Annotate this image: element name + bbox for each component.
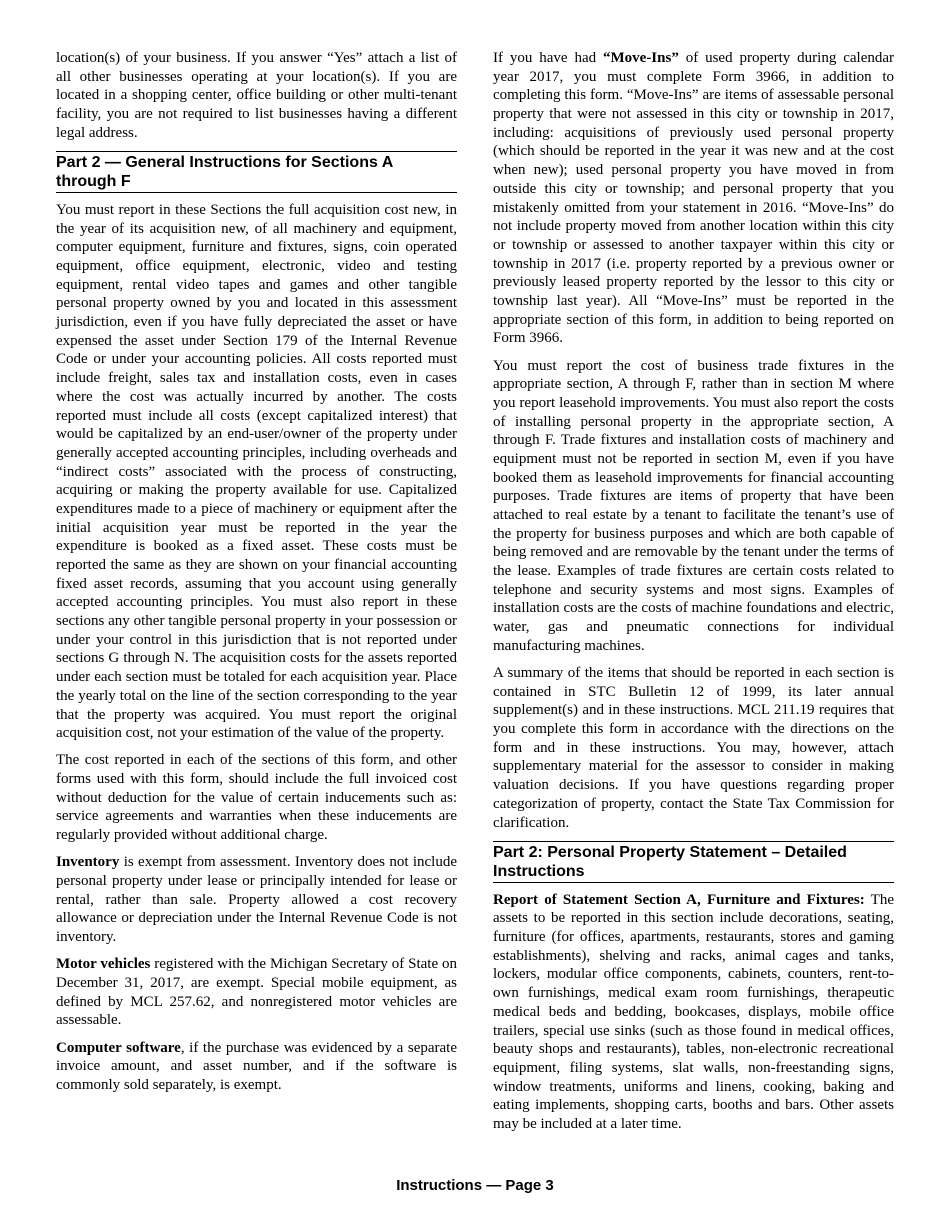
paragraph-invoiced-cost: The cost reported in each of the sections of this form, and other forms used with this form, should include the full invoiced cost without deduction for the value of certain inducements such as: service agreements and warranties when these inducements are regularly provided without additional charge. bbox=[56, 752, 457, 844]
left-column bbox=[56, 49, 457, 1103]
paragraph-acquisition-cost: You must report in these Sections the full acquisition cost new, in the year of its acquisition new, of all machinery and equipment, computer equipment, furniture and fixtures, signs, coin operated equipment, office equipment, electronic, video and testing equipment, rental video tapes and games and other tangible personal property owned by you and located in this assessment jurisdiction, even if you have fully depreciated the asset or have expensed the asset under Section 179 of the Internal Revenue Code or under your accounting policies. All costs reported must include freight, sales tax and installation costs, even in cases where the cost was actually incurred by another. The costs reported must include all costs (except capitalized interest) that would be capitalized by an end-user/owner of the property under generally accepted accounting principles, including overheads and “indirect costs” associated with the process of constructing, acquiring or making the property available for use. Capitalized expenditures made to a piece of machinery or equipment after the initial acquisition year must be reported in the year the expenditure is booked as a fixed asset. These costs must be reported the same as they are shown on your financial accounting fixed asset records, assuming that you account using generally accepted accounting principles. You must also report in these sections any other tangible personal property in your possession or under your control in this jurisdiction that is not reported under sections G through N. The acquisition costs for the assets reported under each section must be totaled for each acquisition year. Place the yearly total on the line of the section corresponding to the year that the property was acquired. You must report the original acquisition cost, not your estimation of the value of the property. bbox=[56, 201, 457, 742]
paragraph-motor-vehicles bbox=[56, 955, 457, 1030]
paragraph-inventory bbox=[56, 853, 457, 946]
paragraph-summary: A summary of the items that should be reported in each section is contained in STC Bulletin 12 of 1999, its later annual supplement(s) and in these instructions. MCL 211.19 requires that you complete this form in accordance with the directions on the form and in these instructions. You may, however, attach supplementary material for the assessor to consider in making valuation decisions. If you have questions regarding proper categorization of property, contact the State Tax Commission for clarification. bbox=[493, 665, 894, 831]
paragraph-computer-software bbox=[56, 1039, 457, 1095]
section-heading-general-instructions: Part 2 — General Instructions for Sections A through F bbox=[56, 151, 457, 193]
page-footer: Instructions — Page 3 bbox=[396, 1177, 554, 1194]
term-section-a: Report of Statement Section A, Furniture and Fixtures: bbox=[493, 891, 865, 908]
text: registered with the Michigan Secretary of State on December 31, 2017, are exempt. Special mobile equipment, as defined by MCL 257.62, and nonregistered motor vehicles are assessable. bbox=[56, 956, 457, 1029]
paragraph-section-a bbox=[493, 891, 894, 1134]
text: of used property during calendar year 2017, you must complete Form 3966, in addition to completing this form. “Move-Ins” are items of assessable personal property that were not assessed in this city or township in 2017, including: acquisitions of previously used personal property (which should be reported in the year it was new and at the cost when new); used personal property you have moved in from outside this city or township; and personal property that you mistakenly omitted from your statement in 2016. “Move-Ins” do not include property moved from another location within this city or township or assessed to another taxpayer within this city or township in 2017 (i.e. property reported by a previous owner or previously leased property reported by the lessor to this city or township last year). All “Move-Ins” must be reported in the appropriate section of this form, in addition to being reported on Form 3966. bbox=[493, 50, 894, 347]
right-column bbox=[493, 49, 894, 1142]
text: , if the purchase was evidenced by a separate invoice amount, and asset number, and if the software is commonly sold separately, is exempt. bbox=[56, 1039, 457, 1093]
text: If you have had bbox=[493, 50, 603, 66]
paragraph-move-ins bbox=[493, 49, 894, 348]
term-inventory: Inventory bbox=[56, 854, 120, 871]
term-move-ins: “Move-Ins” bbox=[603, 50, 679, 66]
paragraph-business-locations: location(s) of your business. If you answer “Yes” attach a list of all other businesses operating at your location(s). If you are located in a shopping center, office building or other multi-tenant facility, you are not required to list businesses having a different legal address. bbox=[56, 50, 457, 141]
term-computer-software: Computer software bbox=[56, 1039, 181, 1056]
section-heading-detailed-instructions: Part 2: Personal Property Statement – Detailed Instructions bbox=[493, 841, 894, 883]
text: is exempt from assessment. Inventory does not include personal property under lease or principally intended for lease or rental, rather than sale. Property allowed a cost recovery allowance or depreciation under the Internal Revenue Code is not inventory. bbox=[56, 854, 457, 946]
term-motor-vehicles: Motor vehicles bbox=[56, 956, 151, 973]
paragraph-trade-fixtures: You must report the cost of business trade fixtures in the appropriate section, A through F, rather than in section M where you report leasehold improvements. You must also report the costs of installing personal property in the appropriate section, A through F. Trade fixtures and installation costs of machinery and equipment must not be reported in section M, even if you have booked them as leasehold improvements for financial accounting purposes. Trade fixtures are items of property that have been attached to real estate by a tenant to facilitate the tenant’s use of the property for business purposes and which are both capable of being removed and are removable by the tenant under the terms of the lease. Examples of trade fixtures are certain costs related to telephone and security systems and most signs. Examples of installation costs are the costs of machine foundations and electric, water, gas and pneumatic connections for individual manufacturing machines. bbox=[493, 357, 894, 654]
text: The assets to be reported in this section include decorations, seating, furniture (for offices, apartments, restaurants, stores and gaming establishments), shelving and racks, animal cages and tanks, lockers, modular office components, cabinets, counters, rent-to-own furnishings, medical exam room furnishings, therapeutic medical beds and bedding, bookcases, displays, mobile office trailers, special use sinks (such as those found in medical offices, beauty shops and restaurants), tables, non-electronic recreational equipment, filing systems, slat walls, non-freestanding signs, window treatments, uniforms and linens, cooking, baking and eating implements, shopping carts, booths and bars. Other assets may be included at a later time. bbox=[493, 891, 894, 1132]
